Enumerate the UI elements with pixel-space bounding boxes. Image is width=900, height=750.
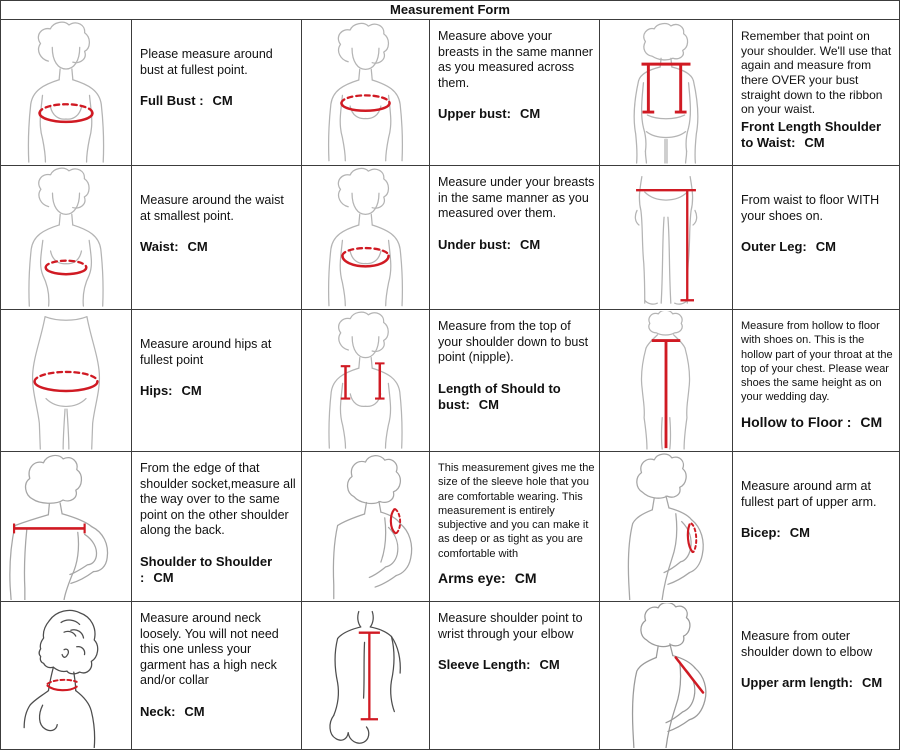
figure-cell-neck — [1, 601, 131, 749]
text-cell-outer-leg — [732, 165, 899, 309]
text-cell-hips — [131, 309, 301, 451]
measurement-description: Measure around arm at fullest part of upper arm. — [741, 479, 877, 509]
under-bust-illustration — [303, 167, 428, 308]
text-cell-sleeve-length — [429, 601, 599, 749]
figure-cell-full-bust — [1, 19, 131, 165]
hollow-to-floor-illustration — [601, 311, 731, 450]
measurement-description: Please measure around bust at fullest point. — [140, 47, 273, 77]
figure-cell-bicep — [599, 451, 732, 601]
upper-bust-illustration — [303, 21, 428, 164]
measurement-unit: CM — [212, 93, 233, 108]
measurement-description: Measure shoulder point to wrist through your elbow — [438, 611, 583, 641]
figure-cell-shoulder-to-bust — [301, 309, 429, 451]
measurement-description: Measure from the top of your shoulder down to bust point (nipple). — [438, 319, 589, 364]
measurement-label: Hips: — [140, 383, 173, 398]
figure-cell-upper-arm-length — [599, 601, 732, 749]
figure-cell-hollow-to-floor — [599, 309, 732, 451]
full-bust-illustration — [2, 21, 130, 164]
measurement-label: Under bust: — [438, 236, 511, 252]
neck-measure-band — [48, 680, 77, 690]
form-title: Measurement Form — [390, 2, 510, 17]
bicep-measure-ellipse — [688, 524, 696, 552]
text-cell-under-bust — [429, 165, 599, 309]
hollow-to-floor-measure-line — [652, 341, 681, 449]
figure-cell-hips — [1, 309, 131, 451]
text-cell-shoulder-to-shoulder — [131, 451, 301, 601]
text-cell-neck — [131, 601, 301, 749]
figure-cell-waist — [1, 165, 131, 309]
upper-bust-measure-line — [341, 95, 389, 110]
measurement-description: Measure under your breasts in the same manner as you measured over them. — [438, 175, 595, 220]
measurement-label: Neck: — [140, 703, 176, 719]
text-cell-upper-bust — [429, 19, 599, 165]
measurement-label: Outer Leg: — [741, 239, 807, 254]
measurement-unit: CM — [789, 525, 810, 540]
measurement-label: Sleeve Length: — [438, 657, 531, 672]
shoulder-to-waist-illustration — [601, 21, 731, 164]
measurement-unit: CM — [519, 236, 541, 252]
measurement-unit: CM — [478, 396, 499, 412]
text-cell-waist — [131, 165, 301, 309]
measurement-description: Measure from hollow to floor with shoes on. This is the hollow part of your throat at the top of your chest. Please wear shoes the same height as on your wedding day. — [741, 320, 893, 404]
outer-leg-illustration — [601, 167, 731, 308]
measurement-label: Full Bust : — [140, 93, 204, 108]
text-cell-front-length — [732, 19, 899, 165]
measurement-label: Shoulder to Shoulder : — [140, 553, 273, 585]
measurement-description: From the edge of that shoulder socket,measure all the way over to the same point on the other shoulder along the back. — [140, 461, 296, 537]
measurement-label: Front Length Shoulder to Waist: — [741, 118, 882, 150]
measurement-description: Measure around neck loosely. You will not need this one unless your garment has a high neck and/or collar — [140, 611, 279, 687]
measurement-label: Upper arm length: — [741, 675, 853, 690]
measurement-description: Measure from outer shoulder down to elbow — [741, 629, 873, 659]
shoulder-to-shoulder-measure-line — [14, 524, 85, 534]
figure-cell-outer-leg — [599, 165, 732, 309]
measurement-label: Upper bust: — [438, 106, 511, 121]
figure-cell-upper-bust — [301, 19, 429, 165]
text-cell-bicep — [732, 451, 899, 601]
figure-cell-shoulder-to-shoulder — [1, 451, 131, 601]
measurement-label: Arms eye: — [438, 570, 506, 587]
bicep-illustration — [601, 453, 731, 600]
measurement-unit: CM — [187, 239, 208, 254]
shoulder-to-bust-measure-lines — [341, 363, 385, 398]
measurement-description: Measure around hips at fullest point — [140, 337, 272, 367]
measurement-unit: CM — [861, 675, 883, 690]
measurement-unit: CM — [519, 106, 541, 121]
upper-arm-length-illustration — [601, 603, 731, 748]
measurement-unit: CM — [539, 657, 560, 672]
measurement-unit: CM — [804, 134, 825, 150]
sleeve-length-measure-line — [359, 633, 380, 720]
sleeve-length-illustration — [303, 603, 428, 748]
figure-cell-arms-eye — [301, 451, 429, 601]
figure-cell-front-length — [599, 19, 732, 165]
measurement-unit: CM — [860, 413, 883, 430]
measurement-label: Length of Should to bust: — [438, 380, 561, 412]
measurement-label: Bicep: — [741, 525, 781, 540]
measurement-description: Measure above your breasts in the same manner as you measured across them. — [438, 29, 593, 90]
neck-illustration — [2, 603, 130, 748]
measurement-description: Measure around the waist at smallest point. — [140, 193, 284, 223]
measurement-label: Waist: — [140, 239, 179, 254]
measurement-description: Remember that point on your shoulder. We'll use that again and measure from there OVER your bust straight down to the ribbon on your waist. — [741, 29, 892, 117]
hips-illustration — [2, 311, 130, 450]
text-cell-hollow-to-floor — [732, 309, 899, 451]
shoulder-to-shoulder-illustration — [2, 453, 130, 600]
measurement-description: From waist to floor WITH your shoes on. — [741, 193, 880, 223]
text-cell-full-bust — [131, 19, 301, 165]
measurement-description: This measurement gives me the size of the sleeve hole that you are comfortable wearing. This measurement is entirely subjective and you can make it as deep or as tight as you are comfortable with — [438, 462, 595, 560]
measurement-label: Hollow to Floor : — [741, 413, 852, 430]
hips-measure-line — [35, 372, 98, 391]
waist-measure-line — [46, 261, 87, 275]
measurement-unit: CM — [181, 383, 202, 398]
measurement-unit: CM — [815, 239, 836, 254]
measurement-unit: CM — [184, 703, 205, 719]
figure-cell-under-bust — [301, 165, 429, 309]
shoulder-to-bust-illustration — [303, 311, 428, 450]
measurement-unit: CM — [153, 569, 174, 585]
text-cell-shoulder-to-bust — [429, 309, 599, 451]
figure-cell-sleeve-length — [301, 601, 429, 749]
text-cell-upper-arm-length — [732, 601, 899, 749]
arms-eye-illustration — [303, 453, 428, 600]
measurement-unit: CM — [514, 570, 537, 587]
waist-illustration — [2, 167, 130, 308]
text-cell-arms-eye — [429, 451, 599, 601]
